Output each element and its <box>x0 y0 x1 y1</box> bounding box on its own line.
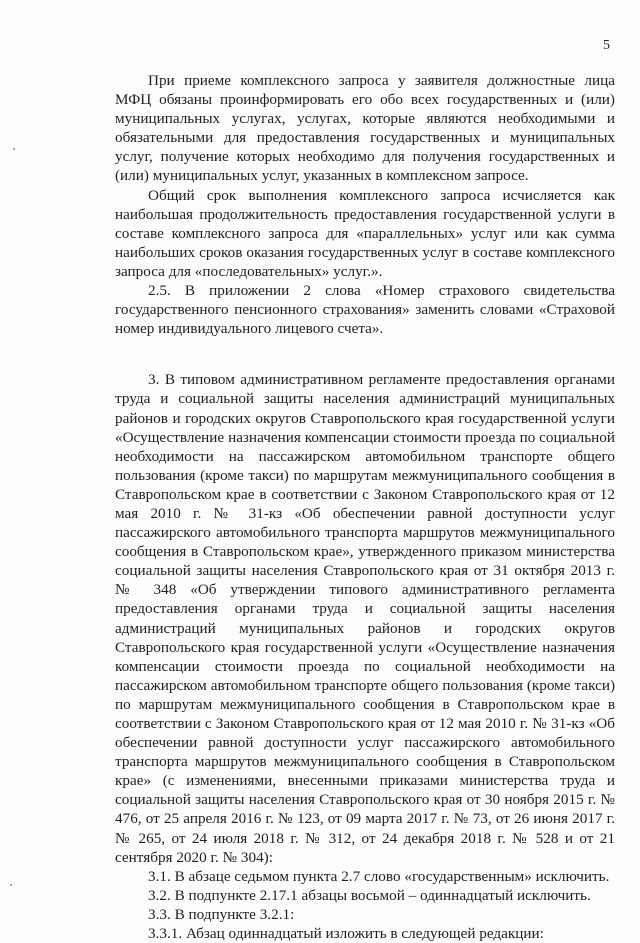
paragraph-3-regulation: 3. В типовом административном регламенте предоставления органами труда и социальной защиты населения администраций муниципальных районов и городских округов Ставропольского края государственной услуги «Осуществление назначения компенсации стоимости проезда по социальной необходимости на пассажирском автомобильном транспорте общего пользования (кроме такси) по маршрутам межмуниципального сообщения в Ставропольском крае в соответствии с Законом Ставропольского края от 12 мая 2010 г. № 31-кз «Об обеспечении равной доступности услуг пассажирского автомобильного транспорта маршрутов межмуниципального сообщения в Ставропольском крае», утвержденного приказом министерства социальной защиты населения Ставропольского края от 31 октября 2013 г. № 348 «Об утверждении типового административного регламента предоставления органами труда и социальной защиты населения администраций муниципальных районов и городских округов Ставропольского края государственной услуги «Осуществление назначения компенсации стоимости проезда по социальной необходимости на пассажирском автомобильном транспорте общего пользования (кроме такси) по маршрутам межмуниципального сообщения в Ставропольском крае в соответствии с Законом Ставропольского края от 12 мая 2010 г. № 31-кз «Об обеспечении равной доступности услуг пассажирского автомобильного транспорта маршрутов межмуниципального сообщения в Ставропольском крае» (с изменениями, внесенными приказами министерства труда и социальной защиты населения Ставропольского края от 30 ноября 2015 г. № 476, от 25 апреля 2016 г. № 123, от 09 марта 2017 г. № 73, от 26 июня 2017 г. № 265, от 24 июля 2018 г. № 312, от 24 декабря 2018 г. № 528 и от 21 сентября 2020 г. № 304): <box>115 371 615 866</box>
paragraph-total-term: Общий срок выполнения комплексного запроса исчисляется как наибольшая продолжительность предоставления государственной услуги в составе комплексного запроса для «параллельных» услуг или как сумма наибольших сроков оказания государственных услуг в составе комплексного запроса для «последовательных» услуг.». <box>115 186 615 280</box>
scan-speck <box>13 148 15 150</box>
paragraph-mfc-inform: При приеме комплексного запроса у заявителя должностные лица МФЦ обязаны проинформировать его обо всех государственных и (или) муниципальных услугах, услугах, которые являются необходимыми и обязательными для предоставления государственных и муниципальных услуг, получение которых необходимо для получения государственных и (или) муниципальных услуг, указанных в комплексном запросе. <box>115 72 615 185</box>
scan-speck <box>10 884 12 886</box>
paragraph-gap <box>115 338 615 370</box>
list-item-3-3-1: 3.3.1. Абзац одиннадцатый изложить в следующей редакции: <box>148 925 544 943</box>
list-item-3-2: 3.2. В подпункте 2.17.1 абзацы восьмой – одиннадцатый исключить. <box>148 886 591 904</box>
document-body <box>115 71 615 943</box>
list-item-3-3: 3.3. В подпункте 3.2.1: <box>148 905 295 923</box>
page-number: 5 <box>603 38 610 53</box>
list-item-3-1: 3.1. В абзаце седьмом пункта 2.7 слово «государственным» исключить. <box>148 867 610 885</box>
paragraph-2-5: 2.5. В приложении 2 слова «Номер страхового свидетельства государственного пенсионного страхования» заменить словами «Страховой номер индивидуального лицевого счета». <box>115 282 615 338</box>
